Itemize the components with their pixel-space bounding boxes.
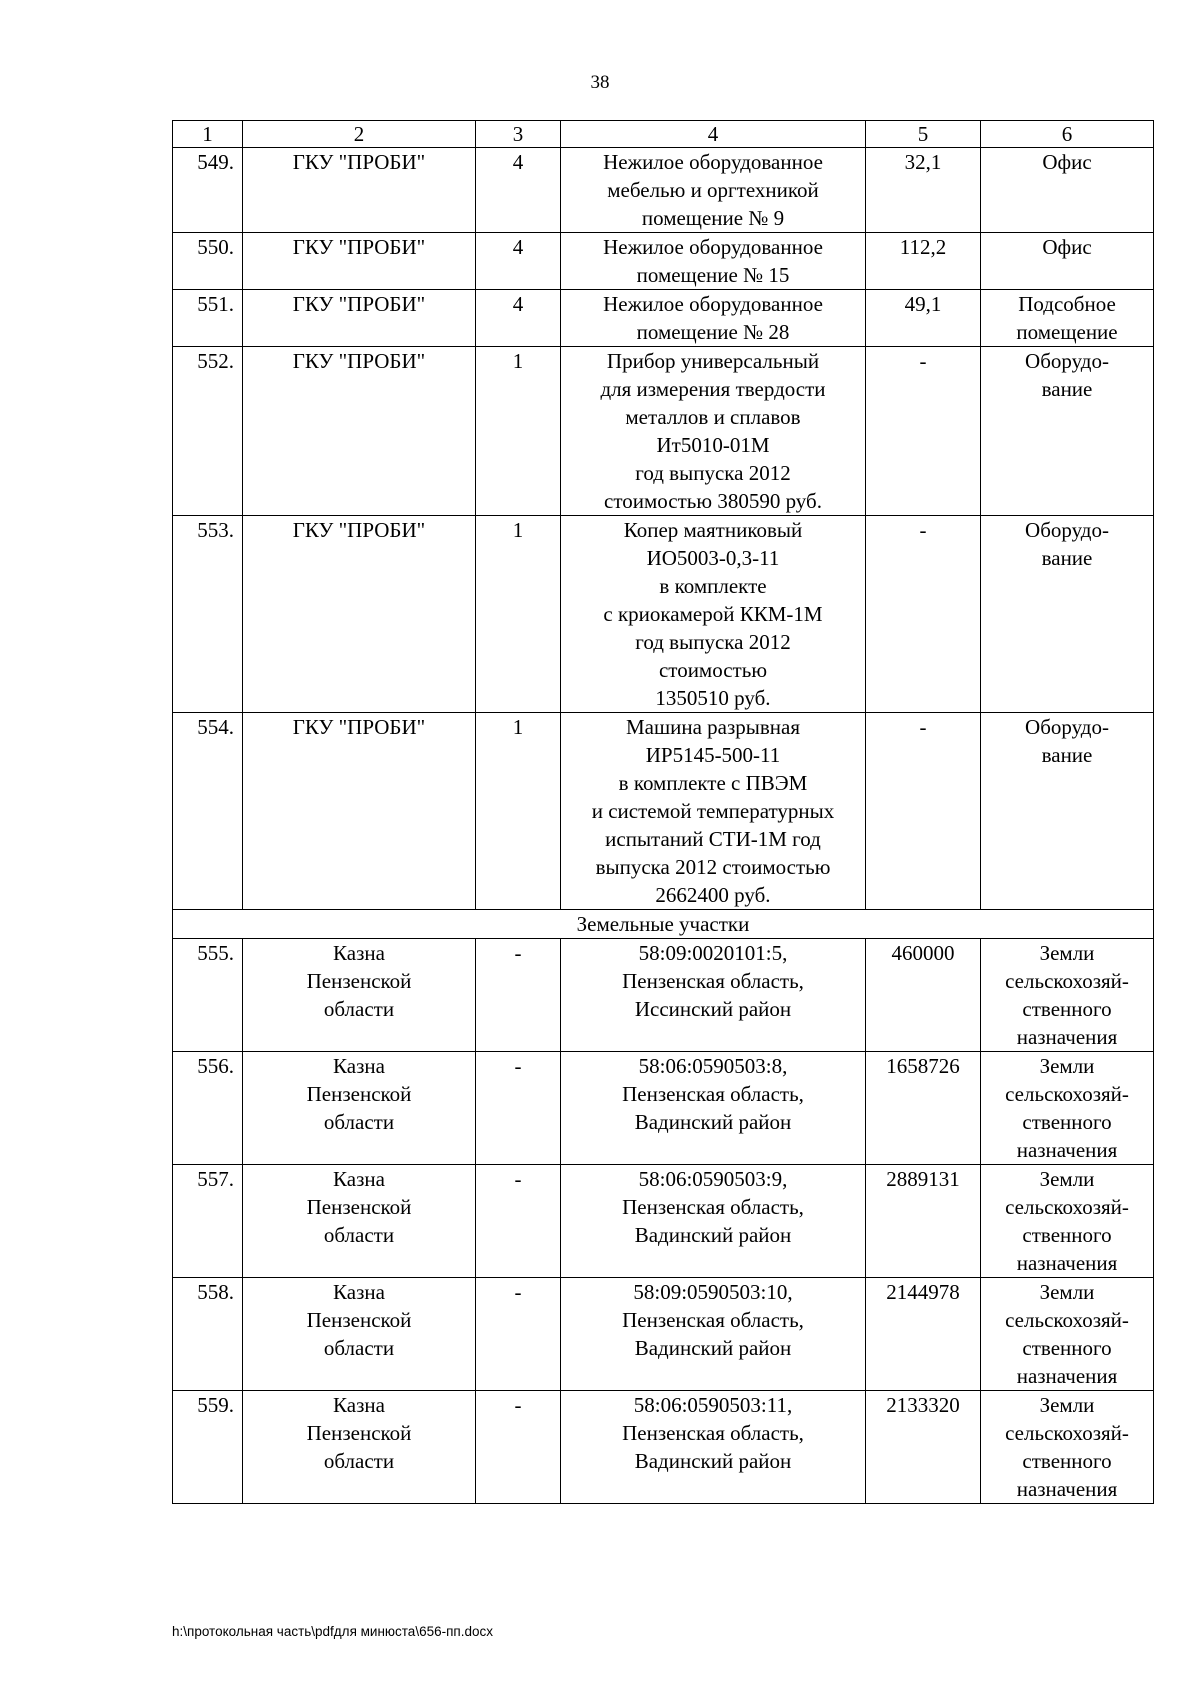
table-row: [173, 516, 1154, 713]
description-cell: Нежилое оборудованное помещение № 28: [561, 290, 866, 347]
header-cell: 5: [866, 121, 981, 148]
quantity-cell: 4: [476, 290, 561, 347]
page-number: 38: [590, 72, 610, 93]
description-cell: Прибор универсальный для измерения твердости металлов и сплавов Ит5010-01М год выпуска 2012 стоимостью 380590 руб.: [561, 347, 866, 516]
description-cell: 58:06:0590503:11, Пензенская область, Вадинский район: [561, 1391, 866, 1504]
row-number-cell: 551.: [173, 290, 243, 347]
area-cell: 2133320: [866, 1391, 981, 1504]
area-cell: 49,1: [866, 290, 981, 347]
table-row: [173, 347, 1154, 516]
header-cell: 3: [476, 121, 561, 148]
quantity-cell: 1: [476, 516, 561, 713]
holder-cell: Казна Пензенской области: [243, 1052, 476, 1165]
row-number-cell: 559.: [173, 1391, 243, 1504]
row-number-cell: 550.: [173, 233, 243, 290]
row-number-cell: 556.: [173, 1052, 243, 1165]
table-row: [173, 1278, 1154, 1391]
property-table: [172, 120, 1154, 1504]
description-cell: 58:09:0590503:10, Пензенская область, Вадинский район: [561, 1278, 866, 1391]
table-row: [173, 939, 1154, 1052]
header-cell: 1: [173, 121, 243, 148]
header-cell: 4: [561, 121, 866, 148]
purpose-cell: Офис: [981, 233, 1154, 290]
quantity-cell: 1: [476, 347, 561, 516]
quantity-cell: -: [476, 1278, 561, 1391]
holder-cell: ГКУ "ПРОБИ": [243, 713, 476, 910]
holder-cell: Казна Пензенской области: [243, 1278, 476, 1391]
purpose-cell: Земли сельскохозяй- ственного назначения: [981, 939, 1154, 1052]
purpose-cell: Оборудо- вание: [981, 713, 1154, 910]
section-title: Земельные участки: [173, 910, 1154, 939]
area-cell: -: [866, 516, 981, 713]
table-row: [173, 1052, 1154, 1165]
file-path-footer: h:\протокольная часть\pdfдля минюста\656-пп.docx: [172, 1624, 493, 1639]
description-cell: Машина разрывная ИР5145-500-11 в комплекте с ПВЭМ и системой температурных испытаний СТИ-1М год выпуска 2012 стоимостью 2662400 руб.: [561, 713, 866, 910]
row-number-cell: 549.: [173, 148, 243, 233]
quantity-cell: 4: [476, 148, 561, 233]
row-number-cell: 558.: [173, 1278, 243, 1391]
description-cell: Нежилое оборудованное мебелью и оргтехникой помещение № 9: [561, 148, 866, 233]
holder-cell: ГКУ "ПРОБИ": [243, 233, 476, 290]
quantity-cell: -: [476, 1391, 561, 1504]
quantity-cell: -: [476, 1165, 561, 1278]
quantity-cell: -: [476, 1052, 561, 1165]
quantity-cell: 1: [476, 713, 561, 910]
row-number-cell: 555.: [173, 939, 243, 1052]
table-row: [173, 1165, 1154, 1278]
area-cell: 32,1: [866, 148, 981, 233]
area-cell: 2144978: [866, 1278, 981, 1391]
holder-cell: ГКУ "ПРОБИ": [243, 516, 476, 713]
area-cell: 460000: [866, 939, 981, 1052]
header-cell: 6: [981, 121, 1154, 148]
description-cell: 58:06:0590503:9, Пензенская область, Вадинский район: [561, 1165, 866, 1278]
section-row: [173, 910, 1154, 939]
purpose-cell: Земли сельскохозяй- ственного назначения: [981, 1391, 1154, 1504]
area-cell: 112,2: [866, 233, 981, 290]
holder-cell: ГКУ "ПРОБИ": [243, 290, 476, 347]
table-row: [173, 148, 1154, 233]
purpose-cell: Подсобное помещение: [981, 290, 1154, 347]
description-cell: 58:09:0020101:5, Пензенская область, Иссинский район: [561, 939, 866, 1052]
holder-cell: Казна Пензенской области: [243, 939, 476, 1052]
quantity-cell: -: [476, 939, 561, 1052]
holder-cell: Казна Пензенской области: [243, 1391, 476, 1504]
purpose-cell: Земли сельскохозяй- ственного назначения: [981, 1278, 1154, 1391]
purpose-cell: Офис: [981, 148, 1154, 233]
description-cell: Нежилое оборудованное помещение № 15: [561, 233, 866, 290]
row-number-cell: 557.: [173, 1165, 243, 1278]
description-cell: 58:06:0590503:8, Пензенская область, Вадинский район: [561, 1052, 866, 1165]
purpose-cell: Оборудо- вание: [981, 516, 1154, 713]
holder-cell: ГКУ "ПРОБИ": [243, 148, 476, 233]
table-row: [173, 233, 1154, 290]
purpose-cell: Оборудо- вание: [981, 347, 1154, 516]
table-row: [173, 713, 1154, 910]
row-number-cell: 554.: [173, 713, 243, 910]
table-row: [173, 290, 1154, 347]
table-row: [173, 1391, 1154, 1504]
area-cell: 1658726: [866, 1052, 981, 1165]
row-number-cell: 552.: [173, 347, 243, 516]
description-cell: Копер маятниковый ИО5003-0,3-11 в комплекте с криокамерой ККМ-1М год выпуска 2012 стоимостью 1350510 руб.: [561, 516, 866, 713]
purpose-cell: Земли сельскохозяй- ственного назначения: [981, 1052, 1154, 1165]
area-cell: -: [866, 347, 981, 516]
row-number-cell: 553.: [173, 516, 243, 713]
area-cell: 2889131: [866, 1165, 981, 1278]
holder-cell: ГКУ "ПРОБИ": [243, 347, 476, 516]
purpose-cell: Земли сельскохозяй- ственного назначения: [981, 1165, 1154, 1278]
header-row: [173, 121, 1154, 148]
header-cell: 2: [243, 121, 476, 148]
area-cell: -: [866, 713, 981, 910]
holder-cell: Казна Пензенской области: [243, 1165, 476, 1278]
quantity-cell: 4: [476, 233, 561, 290]
